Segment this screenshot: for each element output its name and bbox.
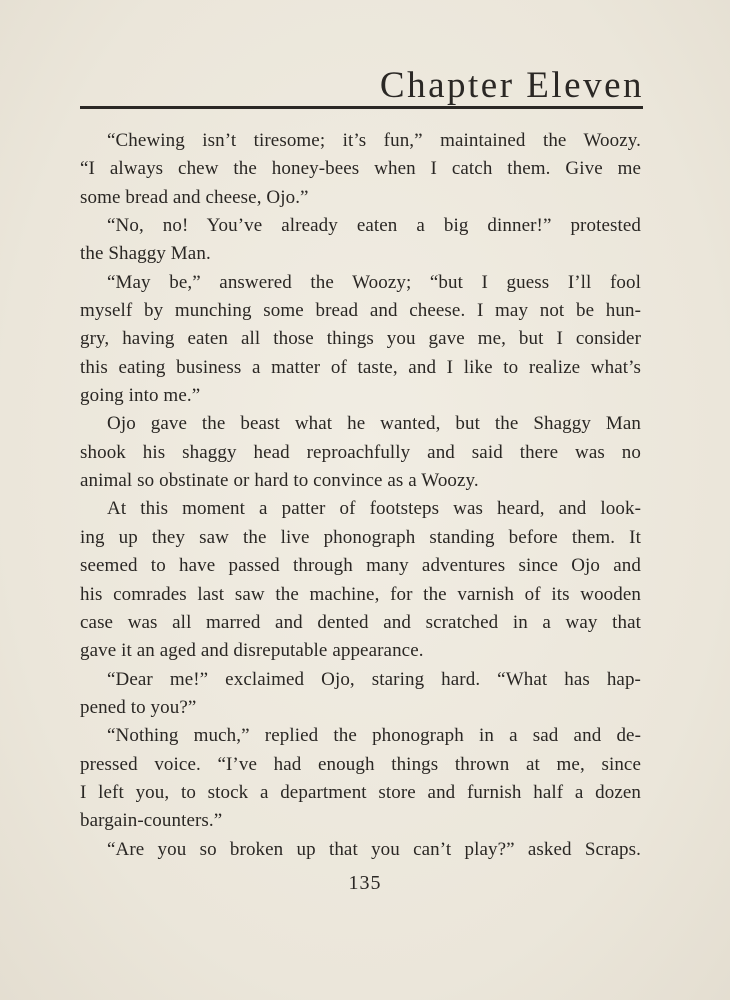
text-line: I left you, to stock a department store and furnish half a dozen [80, 781, 641, 803]
text-line: this eating business a matter of taste, and I like to realize what’s [80, 356, 641, 378]
text-line: ing up they saw the live phonograph standing before them. It [80, 526, 641, 548]
text-line: seemed to have passed through many adventures since Ojo and [80, 555, 641, 577]
text-line: “Chewing isn’t tiresome; it’s fun,” maintained the Woozy. [107, 130, 641, 151]
paragraph [80, 666, 641, 723]
body-text [80, 127, 641, 864]
text-line: going into me.” [80, 385, 201, 407]
text-line: bargain-counters.” [80, 810, 223, 832]
chapter-title: Chapter Eleven [379, 65, 644, 106]
page-number: 135 [348, 872, 382, 894]
paragraph [80, 495, 641, 665]
text-line: the Shaggy Man. [80, 243, 211, 265]
text-line: “May be,” answered the Woozy; “but I guess I’ll fool [107, 271, 641, 293]
paragraph [80, 269, 641, 411]
paragraph [80, 127, 641, 212]
text-line: some bread and cheese, Ojo.” [80, 186, 309, 208]
paragraph [80, 722, 641, 835]
text-line: his comrades last saw the machine, for the varnish of its wooden [80, 583, 641, 605]
text-line: “Dear me!” exclaimed Ojo, staring hard. “What has hap- [107, 668, 641, 690]
text-line: Ojo gave the beast what he wanted, but the Shaggy Man [107, 413, 641, 435]
text-line: shook his shaggy head reproachfully and said there was no [80, 441, 641, 463]
text-line: case was all marred and dented and scratched in a way that [80, 611, 641, 633]
paragraph [80, 836, 641, 864]
text-line: “No, no! You’ve already eaten a big dinner!” protested [107, 215, 641, 237]
text-line: animal so obstinate or hard to convince as a Woozy. [80, 470, 479, 492]
text-line: pened to you?” [80, 696, 197, 718]
paragraph [80, 410, 641, 495]
text-line: “Are you so broken up that you can’t play?” asked Scraps. [107, 838, 641, 860]
text-line: gave it an aged and disreputable appearance. [80, 640, 424, 662]
text-line: At this moment a patter of footsteps was heard, and look- [107, 498, 641, 520]
text-line: “Nothing much,” replied the phonograph in a sad and de- [107, 725, 641, 747]
header-rule [80, 106, 643, 109]
text-line: gry, having eaten all those things you gave me, but I consider [80, 328, 641, 350]
paragraph [80, 212, 641, 269]
text-line: “I always chew the honey-bees when I catch them. Give me [80, 158, 641, 180]
text-line: myself by munching some bread and cheese. I may not be hun- [80, 300, 641, 322]
text-line: pressed voice. “I’ve had enough things thrown at me, since [80, 753, 641, 775]
